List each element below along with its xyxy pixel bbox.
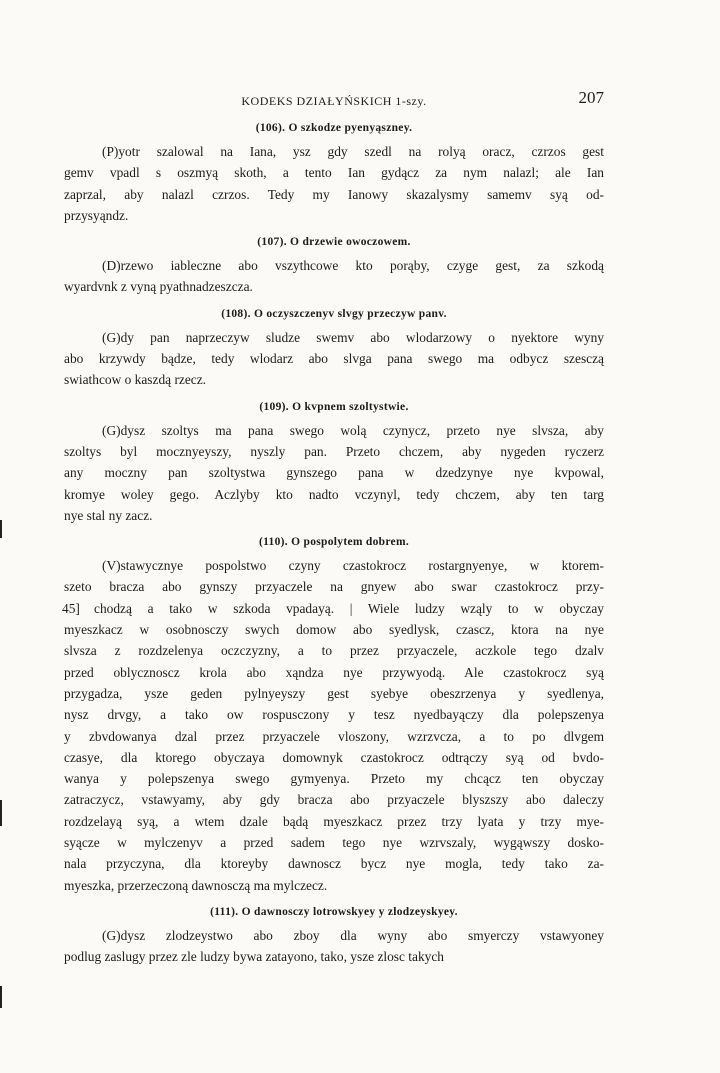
text-line: kromye woley gego. Aczlyby kto nadto vczynyl, tedy chczem, aby ten targ [64, 486, 604, 502]
text-line: (P)yotr szalowal na Iana, ysz gdy szedl na rolyą oracz, czrzos gest [102, 144, 604, 159]
section [64, 308, 604, 391]
text-line [64, 598, 604, 619]
section-heading: (110). O pospolytem dobrem. [258, 536, 410, 549]
section-paragraph [64, 420, 604, 526]
text-line: nysz drvgy, a tako ow rospusczony y tesz nyedbayączy dla polepszenya [64, 707, 604, 723]
text-line: slvsza z rozdzelenya oczczyzny, a to przez przyaczele, aczkole tego dzalv [64, 643, 604, 659]
text-line: szoltys byl mocznyeyszy, nyszly pan. Przeto chczem, aby nygeden ryczerz [64, 443, 604, 459]
section-heading: (111). O dawnosczy lotrowskyey y zlodzeyskyey. [210, 905, 458, 918]
running-head [64, 88, 604, 112]
text-line: swiathcow o kaszdą rzecz. [64, 372, 207, 388]
text-line: (G)dy pan naprzeczyw sludze swemv abo wlodarzowy o nyektore wyny [102, 329, 604, 345]
text-line: nye stal ny zacz. [64, 507, 153, 523]
text-line-content: chodzą a tako w szkoda vpadayą. | Wiele ludzy wząly to w obyczay [94, 600, 604, 616]
section-paragraph [64, 327, 604, 391]
document-page [64, 88, 604, 968]
text-line: szeto bracza abo gynszy przyaczele na gnyew abo swar czastokrocz przy- [64, 579, 604, 595]
section-paragraph [64, 925, 604, 968]
section-paragraph [64, 255, 604, 298]
section-paragraph [64, 141, 604, 226]
scan-edge-mark [0, 520, 2, 538]
text-line: (D)rzewo iableczne abo vszythcowe kto porąby, czyge gest, za szkodą [102, 258, 604, 274]
scan-edge-mark [0, 800, 2, 826]
sections [64, 122, 604, 968]
text-line: gemv vpadl s oszmyą skoth, a tento Ian gydącz za nym nalazl; ale Ian [64, 165, 604, 181]
page-number: 207 [578, 88, 604, 107]
scan-edge-mark [0, 986, 2, 1008]
section-heading: (107). O drzewie owoczowem. [257, 236, 411, 249]
text-line: nala przyczyna, dla ktoreyby dawnoscz bycz nye mogla, tedy tako za- [64, 856, 604, 872]
margin-note: 45] [62, 600, 80, 616]
text-line: syącze w mylczenyv a przed sadem tego nye wzrvszaly, wygąwszy dosko- [64, 835, 604, 851]
text-line: zaprzal, aby nalazl czrzos. Tedy my Ianowy skazalysmy samemv syą od- [64, 186, 604, 202]
section [64, 122, 604, 226]
text-line: myeszka, przerzeczoną dawnosczą ma mylczecz. [64, 877, 328, 893]
text-line: przed oblycznoscz krola abo xąndza nye przywyodą. Ale czastokrocz syą [64, 664, 604, 680]
text-line: (G)dysz szoltys ma pana swego wolą czynycz, przeto nye slvsza, aby [102, 422, 604, 438]
section [64, 401, 604, 526]
text-line: abo krzywdy bądze, tedy wlodarz abo slvga pana swego ma odbycz szesczą [64, 351, 604, 367]
section-paragraph [64, 555, 604, 896]
section-heading: (109). O kvpnem szoltystwie. [259, 400, 409, 413]
text-line: (G)dysz zlodzeystwo abo zboy dla wyny abo smyerczy vstawyoney [102, 927, 604, 943]
text-line: y zbvdowanya dzal przez przyaczele vloszony, wzrzvcza, a to po dlvgem [64, 728, 604, 744]
text-line: wyardvnk z vyną pyathnadzeszcza. [64, 279, 253, 295]
text-line: wanya y polepszenya swego gymyenya. Przeto my chcącz ten obyczay [64, 771, 604, 787]
text-line: any moczny pan szoltystwa gynszego pana w dzedzynye nye kvpowal, [64, 465, 604, 481]
section-heading: (106). O szkodze pyenyąszney. [255, 122, 413, 134]
text-line: rozdzelayą syą, a wtem dzale bądą myeszkacz przez trzy lyata y trzy mye- [64, 813, 604, 829]
text-line: przysyąndz. [64, 207, 129, 223]
text-line: zatraczycz, vstawyamy, aby gdy bracza abo przyaczele blyszszy abo daleczy [64, 792, 604, 808]
text-line: podlug zaslugy przez zle ludzy bywa zatayono, tako, ysze zlosc takych [64, 949, 445, 965]
text-line: myeszkacz w osobnosczy swych domow abo syedlysk, czascz, ktora na nye [64, 622, 604, 638]
section [64, 536, 604, 896]
text-line: (V)stawycznye pospolstwo czyny czastokrocz rostargnyenye, w ktorem- [102, 558, 604, 574]
section [64, 236, 604, 298]
text-line: przygadza, ysze geden pylnyeyszy gest syebye obeszrzenya y syedlenya, [64, 685, 604, 701]
text-line: czasye, dla ktorego obyczaya domownyk czastokrocz odtrączy syą od bvdo- [64, 749, 604, 765]
running-title: KODEKS DZIAŁYŃSKICH 1-szy. [241, 94, 427, 108]
section [64, 906, 604, 968]
section-heading: (108). O oczyszczenyv slvgy przeczyw panv. [221, 307, 447, 320]
